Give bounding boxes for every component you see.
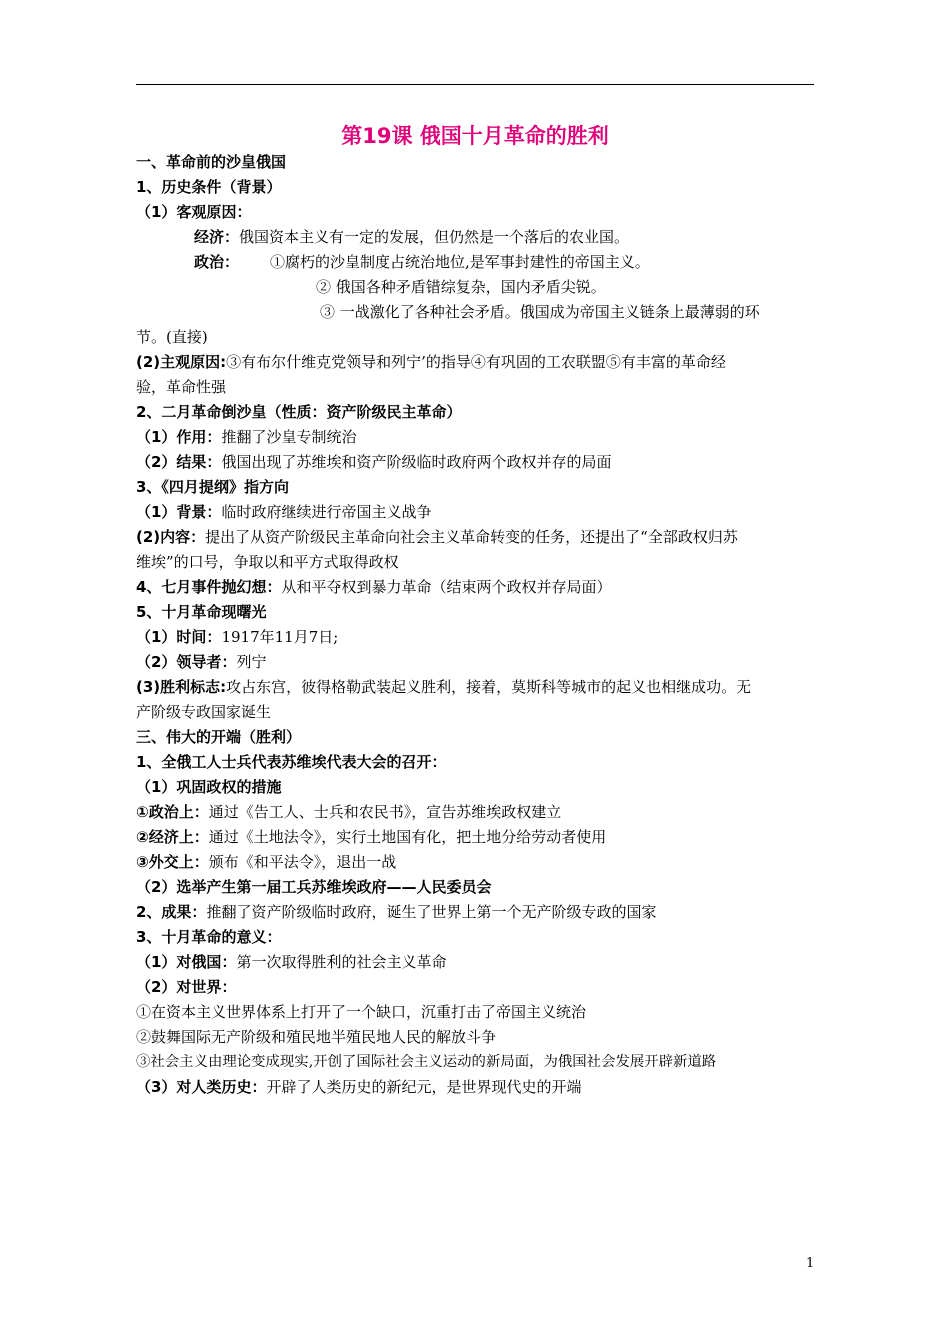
text-line xyxy=(194,226,629,248)
text-line: ③社会主义由理论变成现实,开创了国际社会主义运动的新局面，为俄国社会发展开辟新道路 xyxy=(136,1054,717,1070)
line-text: 攻占东宫，彼得格勒武装起义胜利，接着，莫斯科等城市的起义也相继成功。无 xyxy=(226,678,752,696)
text-line xyxy=(136,651,266,673)
inline-label: ①政治上： xyxy=(136,803,209,821)
line-text: 通过《土地法令》，实行土地国有化，把土地分给劳动者使用 xyxy=(208,828,607,846)
inline-label: （1）作用： xyxy=(136,428,222,446)
text-line: ②鼓舞国际无产阶级和殖民地半殖民地人民的解放斗争 xyxy=(136,1028,497,1046)
inline-label: 政治： xyxy=(194,253,240,271)
point-heading: （1）巩固政权的措施 xyxy=(136,778,282,796)
inline-label: （1）对俄国： xyxy=(136,953,237,971)
subsection-heading: 1、历史条件（背景） xyxy=(136,178,282,196)
line-text: ③有布尔什维克党领导和列宁’的指导④有巩固的工农联盟⑤有丰富的革命经 xyxy=(226,353,726,371)
text-line xyxy=(136,676,751,698)
text-line xyxy=(136,801,561,823)
text-line: 验，革命性强 xyxy=(136,378,227,396)
text-line: 节。(直接) xyxy=(136,328,208,346)
header-rule xyxy=(136,84,814,85)
text-line xyxy=(136,426,356,448)
text-line xyxy=(136,826,606,848)
line-text: 提出了从资产阶级民主革命向社会主义革命转变的任务，还提出了“全部政权归苏 xyxy=(205,528,738,546)
inline-label: （3）对人类历史： xyxy=(136,1078,267,1096)
point-heading: （2）对世界： xyxy=(136,978,237,996)
text-line: ①腐朽的沙皇制度占统治地位,是军事封建性的帝国主义。 xyxy=(270,253,650,271)
section-heading: 一、革命前的沙皇俄国 xyxy=(136,153,287,171)
inline-label: (2)内容： xyxy=(136,528,206,546)
text-line xyxy=(136,851,396,873)
inline-label: ③外交上： xyxy=(136,853,209,871)
text-line xyxy=(136,451,611,473)
line-text: 推翻了资产阶级临时政府，诞生了世界上第一个无产阶级专政的国家 xyxy=(206,903,657,921)
inline-label: 2、成果： xyxy=(136,903,207,921)
text-line xyxy=(136,526,738,548)
text-line xyxy=(136,576,611,598)
line-text: 1917年11月7日; xyxy=(221,628,339,646)
text-line: ①在资本主义世界体系上打开了一个缺口，沉重打击了帝国主义统治 xyxy=(136,1003,587,1021)
line-text: 俄国资本主义有一定的发展，但仍然是一个落后的农业国。 xyxy=(239,228,630,246)
text-line xyxy=(136,501,431,523)
subsection-heading: 1、全俄工人士兵代表苏维埃代表大会的召开： xyxy=(136,753,447,771)
text-line: 产阶级专政国家诞生 xyxy=(136,703,272,721)
inline-label: (2)主观原因: xyxy=(136,353,227,371)
page-number: 1 xyxy=(806,1256,815,1271)
point-heading: （1）客观原因： xyxy=(136,203,252,221)
line-text: 通过《告工人、士兵和农民书》，宣告苏维埃政权建立 xyxy=(208,803,562,821)
line-text: 开辟了人类历史的新纪元，是世界现代史的开端 xyxy=(266,1078,582,1096)
text-line xyxy=(136,626,338,648)
section-heading: 三、伟大的开端（胜利） xyxy=(136,728,302,746)
line-text: 俄国出现了苏维埃和资产阶级临时政府两个政权并存的局面 xyxy=(221,453,612,471)
text-line: ③ 一战激化了各种社会矛盾。俄国成为帝国主义链条上最薄弱的环 xyxy=(320,303,760,321)
line-text: 推翻了沙皇专制统治 xyxy=(221,428,357,446)
text-line xyxy=(136,951,446,973)
text-line xyxy=(136,351,726,373)
inline-label: (3)胜利标志: xyxy=(136,678,227,696)
inline-label: （1）时间： xyxy=(136,628,222,646)
inline-label: （2）结果： xyxy=(136,453,222,471)
text-line xyxy=(136,901,656,923)
inline-label: （1）背景： xyxy=(136,503,222,521)
line-text: 颁布《和平法令》，退出一战 xyxy=(208,853,397,871)
text-line: 维埃”的口号，争取以和平方式取得政权 xyxy=(136,553,399,571)
page-title: 第19课 俄国十月革命的胜利 xyxy=(341,124,609,148)
subsection-heading: 5、十月革命现曙光 xyxy=(136,603,267,621)
text-line: ② 俄国各种矛盾错综复杂，国内矛盾尖锐。 xyxy=(316,278,606,296)
inline-label: （2）领导者： xyxy=(136,653,237,671)
line-text: 临时政府继续进行帝国主义战争 xyxy=(221,503,432,521)
line-text: 第一次取得胜利的社会主义革命 xyxy=(236,953,447,971)
text-line xyxy=(136,1076,581,1098)
line-text: 列宁 xyxy=(236,653,267,671)
point-heading: （2）选举产生第一届工兵苏维埃政府——人民委员会 xyxy=(136,878,492,896)
inline-label: 经济： xyxy=(194,228,240,246)
subsection-heading: 3、《四月提纲》指方向 xyxy=(136,478,289,496)
subsection-heading: 3、十月革命的意义： xyxy=(136,928,282,946)
subsection-heading: 2、二月革命倒沙皇（性质：资产阶级民主革命） xyxy=(136,403,462,421)
inline-label: 4、七月事件抛幻想： xyxy=(136,578,282,596)
inline-label: ②经济上： xyxy=(136,828,209,846)
line-text: 从和平夺权到暴力革命（结束两个政权并存局面） xyxy=(281,578,612,596)
